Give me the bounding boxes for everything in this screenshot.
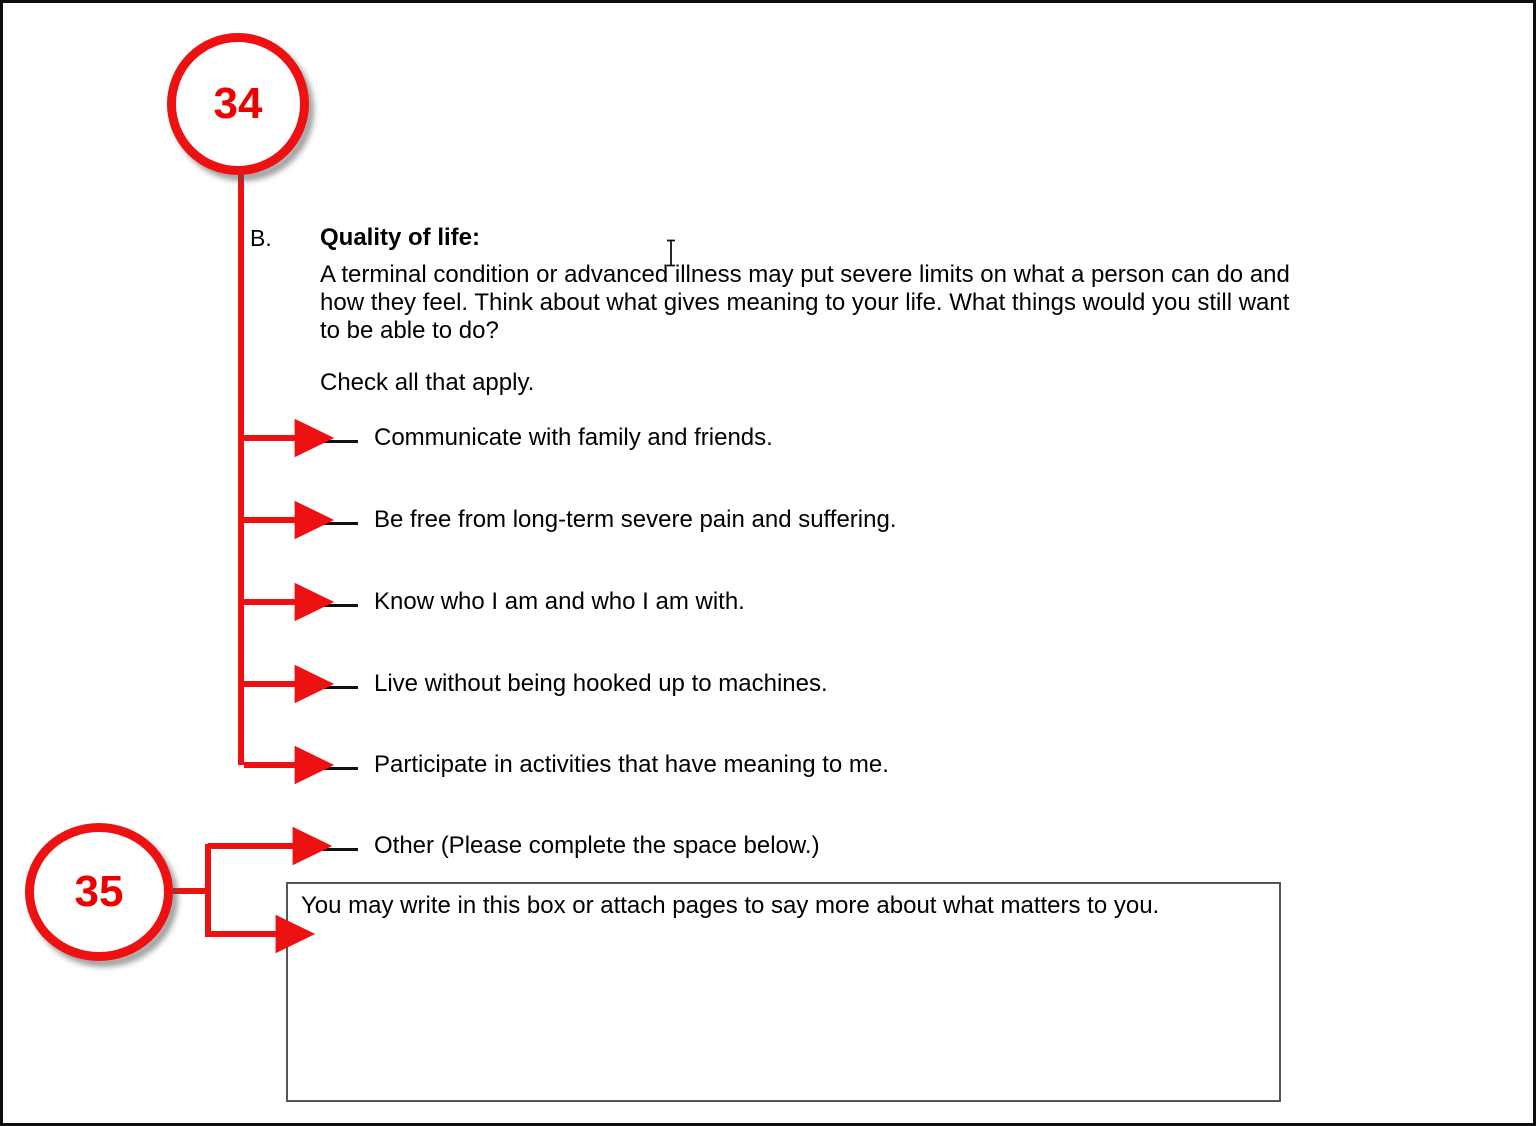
writein-textbox[interactable] <box>286 882 1281 1102</box>
callout-badge-34[interactable] <box>167 33 309 175</box>
checklist-item-6-other[interactable] <box>320 834 820 858</box>
checkbox-blank-5[interactable] <box>320 767 358 770</box>
checklist-label-6: Other (Please complete the space below.) <box>374 832 820 859</box>
writein-hint: You may write in this box or attach pages to say more about what matters to you. <box>301 892 1160 919</box>
checkbox-blank-3[interactable] <box>320 604 358 607</box>
checkbox-blank-2[interactable] <box>320 522 358 525</box>
checkbox-blank-1[interactable] <box>320 440 358 443</box>
checklist-item-3[interactable] <box>320 590 745 614</box>
checklist-item-1[interactable] <box>320 426 773 450</box>
checklist-label-4: Live without being hooked up to machines. <box>374 670 828 697</box>
checklist-label-2: Be free from long-term severe pain and suffering. <box>374 506 897 533</box>
checklist-label-3: Know who I am and who I am with. <box>374 588 745 615</box>
text-cursor-icon <box>663 239 679 267</box>
checkbox-blank-6[interactable] <box>320 848 358 851</box>
callout-number-35: 35 <box>74 867 124 916</box>
checklist-item-2[interactable] <box>320 508 897 532</box>
section-instruction: Check all that apply. <box>320 369 535 396</box>
checklist-item-5[interactable] <box>320 753 889 777</box>
section-heading: Quality of life: <box>320 224 481 251</box>
checklist-label-5: Participate in activities that have meaning to me. <box>374 751 889 778</box>
section-paragraph: A terminal condition or advanced illness may put severe limits on what a person can do and how they feel. Think about what gives meaning to your life. What things would you still want to be able to do? <box>320 261 1290 345</box>
section-letter: B. <box>250 225 272 251</box>
checklist-item-4[interactable] <box>320 672 828 696</box>
callout-badge-35[interactable] <box>25 823 173 961</box>
checklist-label-1: Communicate with family and friends. <box>374 424 773 451</box>
callout-number-34: 34 <box>213 79 263 128</box>
checkbox-blank-4[interactable] <box>320 686 358 689</box>
